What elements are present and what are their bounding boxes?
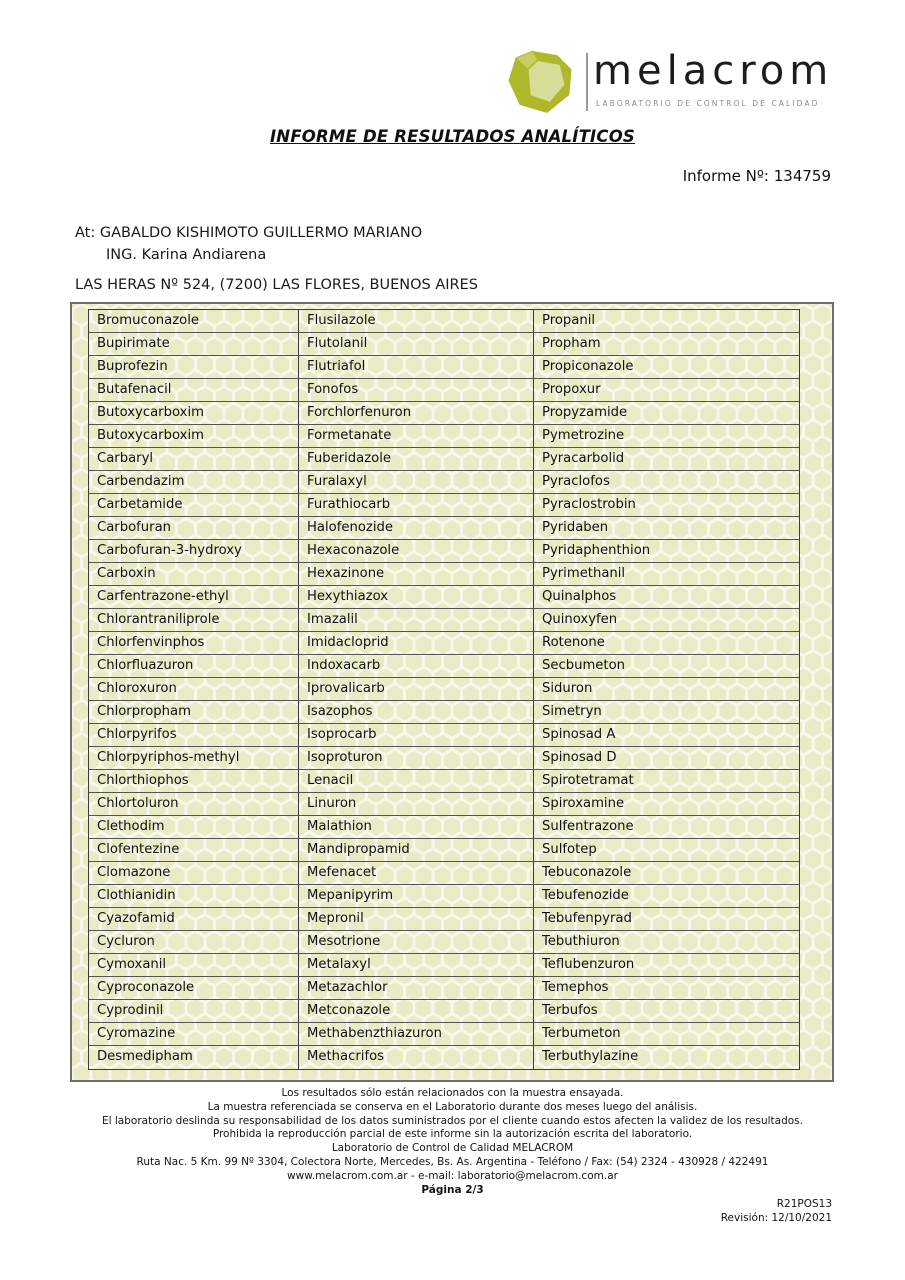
analyte-cell: Quinoxyfen bbox=[534, 609, 799, 632]
analyte-cell: Tebuthiuron bbox=[534, 931, 799, 954]
analyte-cell: Mepronil bbox=[299, 908, 534, 931]
analyte-cell: Temephos bbox=[534, 977, 799, 1000]
analyte-cell: Chlorpyriphos-methyl bbox=[89, 747, 299, 770]
analyte-cell: Cyproconazole bbox=[89, 977, 299, 1000]
analyte-cell: Furalaxyl bbox=[299, 471, 534, 494]
analyte-cell: Bupirimate bbox=[89, 333, 299, 356]
analyte-cell: Clethodim bbox=[89, 816, 299, 839]
analyte-cell: Isazophos bbox=[299, 701, 534, 724]
analyte-table bbox=[70, 302, 834, 1082]
footer-line: Los resultados sólo están relacionados con la muestra ensayada. bbox=[281, 1087, 624, 1099]
analyte-cell: Pyridaphenthion bbox=[534, 540, 799, 563]
footer-address: Ruta Nac. 5 Km. 99 Nº 3304, Colectora Norte, Mercedes, Bs. As. Argentina - Teléfono / Fax: (54) 2324 - 430928 / 422491 bbox=[136, 1155, 769, 1168]
analyte-cell: Cyromazine bbox=[89, 1023, 299, 1046]
analyte-cell: Chlortoluron bbox=[89, 793, 299, 816]
analyte-cell: Halofenozide bbox=[299, 517, 534, 540]
footer bbox=[0, 1087, 905, 1197]
recipient-contact: ING. Karina Andiarena bbox=[106, 247, 267, 263]
analyte-cell: Hexazinone bbox=[299, 563, 534, 586]
analyte-cell: Methacrifos bbox=[299, 1046, 534, 1069]
analyte-cell: Metconazole bbox=[299, 1000, 534, 1023]
analyte-cell: Spirotetramat bbox=[534, 770, 799, 793]
analyte-cell: Sulfotep bbox=[534, 839, 799, 862]
analyte-cell: Terbuthylazine bbox=[542, 1049, 639, 1064]
analyte-cell: Pymetrozine bbox=[534, 425, 799, 448]
analyte-cell: Lenacil bbox=[299, 770, 534, 793]
analyte-cell: Pyraclofos bbox=[534, 471, 799, 494]
analyte-cell: Cycluron bbox=[89, 931, 299, 954]
analyte-cell: Propoxur bbox=[534, 379, 799, 402]
report-number: Informe Nº: 134759 bbox=[682, 167, 831, 185]
analyte-cell: Spinosad D bbox=[534, 747, 799, 770]
analyte-cell: Terbufos bbox=[534, 1000, 799, 1023]
footer-line: Prohibida la reproducción parcial de este informe sin la autorización escrita del laboratorio. bbox=[212, 1128, 693, 1141]
analyte-cell: Cymoxanil bbox=[89, 954, 299, 977]
recipient-address: LAS HERAS Nº 524, (7200) LAS FLORES, BUENOS AIRES bbox=[75, 277, 478, 293]
analyte-cell: Cyazofamid bbox=[89, 908, 299, 931]
analyte-cell: Malathion bbox=[299, 816, 534, 839]
analyte-cell: Hexaconazole bbox=[299, 540, 534, 563]
analyte-cell: Fuberidazole bbox=[299, 448, 534, 471]
analyte-cell: Spiroxamine bbox=[534, 793, 799, 816]
analyte-cell: Quinalphos bbox=[534, 586, 799, 609]
analyte-cell: Bromuconazole bbox=[89, 310, 299, 333]
analyte-cell: Carboxin bbox=[89, 563, 299, 586]
analyte-cell: Indoxacarb bbox=[299, 655, 534, 678]
analyte-cell: Siduron bbox=[534, 678, 799, 701]
analyte-cell: Chlorpropham bbox=[89, 701, 299, 724]
analyte-cell: Clofentezine bbox=[89, 839, 299, 862]
analyte-cell: Cyprodinil bbox=[89, 1000, 299, 1023]
analyte-cell: Tebufenozide bbox=[534, 885, 799, 908]
footer-line: El laboratorio deslinda su responsabilidad de los datos suministrados por el cliente cuando estos afecten la validez de los resultados. bbox=[102, 1114, 803, 1127]
analyte-cell: Mefenacet bbox=[299, 862, 534, 885]
analyte-cell: Clothianidin bbox=[89, 885, 299, 908]
analyte-cell: Hexythiazox bbox=[299, 586, 534, 609]
analyte-cell: Iprovalicarb bbox=[299, 678, 534, 701]
analyte-cell: Propyzamide bbox=[534, 402, 799, 425]
analyte-cell: Isoprocarb bbox=[299, 724, 534, 747]
analyte-cell: Tebuconazole bbox=[534, 862, 799, 885]
analyte-cell: Carbofuran bbox=[89, 517, 299, 540]
analyte-cell: Flutolanil bbox=[299, 333, 534, 356]
analyte-cell: Chlorpyrifos bbox=[89, 724, 299, 747]
analyte-cell: Carbaryl bbox=[89, 448, 299, 471]
analyte-cell: Clomazone bbox=[89, 862, 299, 885]
analyte-cell: Mepanipyrim bbox=[299, 885, 534, 908]
analyte-cell: Chloroxuron bbox=[89, 678, 299, 701]
analyte-cell: Carbofuran-3-hydroxy bbox=[89, 540, 299, 563]
analyte-cell: Imazalil bbox=[299, 609, 534, 632]
analyte-cell: Chlorfluazuron bbox=[89, 655, 299, 678]
analyte-cell: Sulfentrazone bbox=[534, 816, 799, 839]
analyte-cell: Butoxycarboxim bbox=[89, 402, 299, 425]
analyte-cell: Linuron bbox=[299, 793, 534, 816]
analyte-cell: Carfentrazone-ethyl bbox=[89, 586, 299, 609]
doc-code: R21POS13 bbox=[776, 1198, 832, 1210]
analyte-cell: Propham bbox=[534, 333, 799, 356]
analyte-cell: Chlorthiophos bbox=[89, 770, 299, 793]
footer-web-email: www.melacrom.com.ar - e-mail: laboratorio@melacrom.com.ar bbox=[287, 1169, 618, 1182]
analyte-cell: Butoxycarboxim bbox=[89, 425, 299, 448]
melacrom-gem-icon bbox=[506, 50, 580, 114]
analyte-cell: Propiconazole bbox=[534, 356, 799, 379]
analyte-cell: Mesotrione bbox=[299, 931, 534, 954]
analyte-grid bbox=[88, 309, 800, 1070]
analyte-cell: Propanil bbox=[534, 310, 799, 333]
page-indicator: Página 2/3 bbox=[421, 1183, 484, 1196]
analyte-cell: Pyracarbolid bbox=[534, 448, 799, 471]
analyte-cell: Tebufenpyrad bbox=[534, 908, 799, 931]
revision-block bbox=[721, 1197, 832, 1225]
analyte-cell: Pyrimethanil bbox=[534, 563, 799, 586]
analyte-cell: Desmedipham bbox=[89, 1046, 299, 1069]
analyte-cell: Flusilazole bbox=[299, 310, 534, 333]
revision-date: Revisión: 12/10/2021 bbox=[720, 1212, 832, 1224]
analyte-cell: Chlorfenvinphos bbox=[89, 632, 299, 655]
analyte-cell: Simetryn bbox=[534, 701, 799, 724]
analyte-cell: Furathiocarb bbox=[299, 494, 534, 517]
analyte-cell: Terbumeton bbox=[534, 1023, 799, 1046]
analyte-cell: Formetanate bbox=[299, 425, 534, 448]
analyte-cell: Spinosad A bbox=[534, 724, 799, 747]
analyte-cell: Mandipropamid bbox=[299, 839, 534, 862]
analyte-cell: Methabenzthiazuron bbox=[299, 1023, 534, 1046]
analyte-cell: Carbendazim bbox=[89, 471, 299, 494]
analyte-cell: Chlorantraniliprole bbox=[89, 609, 299, 632]
analyte-cell: Pyridaben bbox=[534, 517, 799, 540]
logo-divider bbox=[586, 53, 588, 111]
page-title: INFORME DE RESULTADOS ANALÍTICOS bbox=[269, 127, 636, 146]
analyte-cell: Secbumeton bbox=[534, 655, 799, 678]
analyte-cell: Pyraclostrobin bbox=[534, 494, 799, 517]
analyte-cell: Isoproturon bbox=[299, 747, 534, 770]
analyte-cell: Fonofos bbox=[299, 379, 534, 402]
analyte-cell: Metazachlor bbox=[299, 977, 534, 1000]
brand-tagline: LABORATORIO DE CONTROL DE CALIDAD bbox=[596, 99, 820, 108]
analyte-cell: Teflubenzuron bbox=[534, 954, 799, 977]
analyte-cell: Flutriafol bbox=[299, 356, 534, 379]
analyte-cell: Rotenone bbox=[534, 632, 799, 655]
recipient-attention: At: GABALDO KISHIMOTO GUILLERMO MARIANO bbox=[75, 225, 423, 241]
footer-lab-name: Laboratorio de Control de Calidad MELACROM bbox=[331, 1142, 574, 1155]
analyte-cell: Metalaxyl bbox=[299, 954, 534, 977]
analyte-cell: Imidacloprid bbox=[299, 632, 534, 655]
analyte-cell: Forchlorfenuron bbox=[299, 402, 534, 425]
analyte-cell: Butafenacil bbox=[89, 379, 299, 402]
analyte-cell: Carbetamide bbox=[89, 494, 299, 517]
analyte-cell: Buprofezin bbox=[89, 356, 299, 379]
footer-line: La muestra referenciada se conserva en el Laboratorio durante dos meses luego del análisis. bbox=[207, 1100, 698, 1113]
brand-wordmark: melacrom bbox=[593, 48, 834, 94]
